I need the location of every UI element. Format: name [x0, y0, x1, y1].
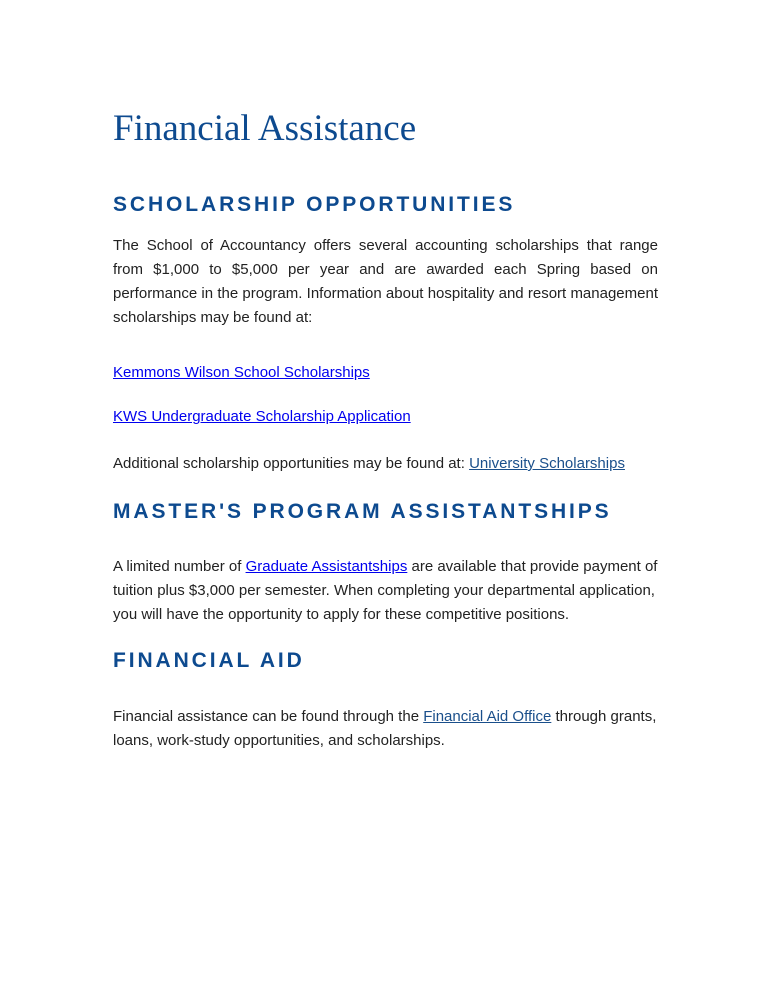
financial-aid-text-after: through grants, loans, work-study opportunities, and scholarships.: [113, 708, 657, 749]
financial-aid-heading: FINANCIAL AID: [113, 649, 305, 672]
masters-assistantships-paragraph: [113, 555, 658, 627]
scholarship-opportunities-heading: SCHOLARSHIP OPPORTUNITIES: [113, 193, 516, 216]
kemmons-link-paragraph: [113, 361, 658, 385]
kemmons-wilson-scholarships-link[interactable]: Kemmons Wilson School Scholarships: [113, 364, 370, 381]
masters-assistantships-heading: MASTER'S PROGRAM ASSISTANTSHIPS: [113, 500, 612, 523]
kws-undergraduate-application-link[interactable]: KWS Undergraduate Scholarship Application: [113, 408, 411, 425]
scholarship-intro-paragraph: The School of Accountancy offers several accounting scholarships that range from $1,000 to $5,000 per year and are awarded each Spring based on performance in the program. Information about hospitality and resort management scholarships may be found at:: [113, 237, 658, 326]
financial-aid-paragraph: [113, 705, 658, 753]
additional-scholarships-text: Additional scholarship opportunities may be found at:: [113, 455, 470, 472]
masters-text-before: A limited number of: [113, 558, 246, 575]
university-scholarships-link[interactable]: University Scholarships: [469, 455, 625, 472]
graduate-assistantships-link[interactable]: Graduate Assistantships: [245, 558, 408, 575]
masters-text-after: are available that provide payment of tuition plus $3,000 per semester. When completing your departmental application, you will have the opportunity to apply for these competitive positions.: [113, 558, 658, 623]
page-title: Financial Assistance: [113, 108, 417, 149]
kws-link-paragraph: [113, 405, 658, 429]
additional-scholarships-paragraph: [113, 452, 658, 476]
financial-aid-text-before: Financial assistance can be found through the: [113, 708, 424, 725]
financial-aid-office-link[interactable]: Financial Aid Office: [423, 708, 552, 725]
